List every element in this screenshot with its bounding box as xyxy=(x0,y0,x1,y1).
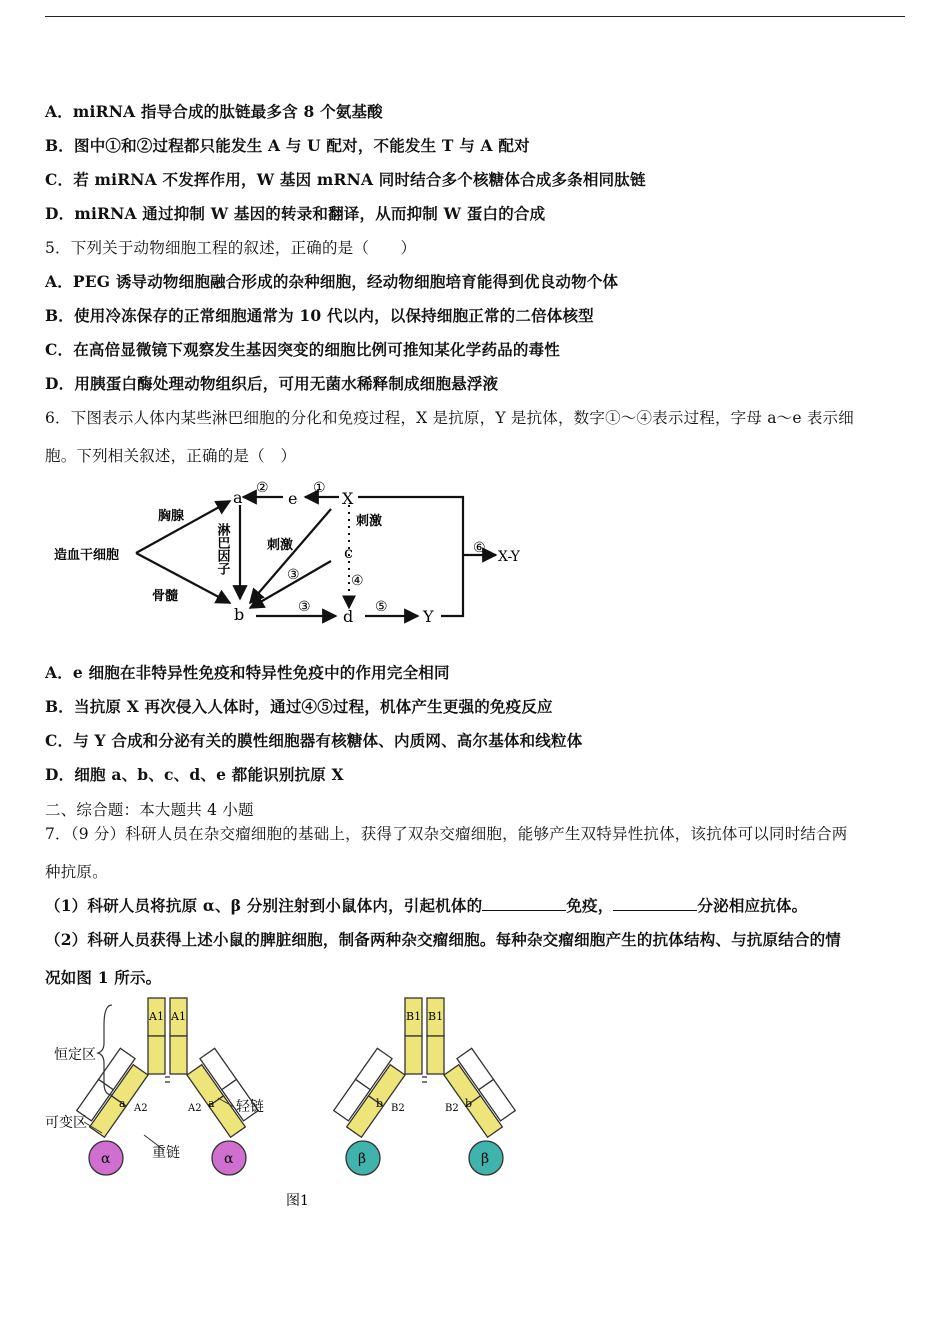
question-7-part2-cont: 况如图 1 所示。 xyxy=(45,968,162,987)
immune-diagram xyxy=(40,475,540,635)
part1-text-a: （1）科研人员将抗原 α、β 分别注射到小鼠体内，引起机体的 xyxy=(45,896,483,915)
option-6d: D．细胞 a、b、c、d、e 都能识别抗原 X xyxy=(45,765,344,784)
left-arm-label-2: A2 xyxy=(188,1103,202,1114)
step-3b: ③ xyxy=(298,599,311,615)
antibody-y: Y xyxy=(423,607,434,626)
antibody-figure xyxy=(40,995,520,1215)
antigen-alpha-1: α xyxy=(101,1151,111,1167)
question-6-cont: 胞。下列相关叙述，正确的是（ ） xyxy=(45,447,297,465)
answer-blank-2[interactable] xyxy=(613,896,697,911)
section-heading: 二、综合题：本大题共 4 小题 xyxy=(45,801,254,819)
option-5c: C．在高倍显微镜下观察发生基因突变的细胞比例可推知某化学药品的毒性 xyxy=(45,340,560,359)
step-4: ④ xyxy=(351,573,364,589)
left-stem-label-2: A1 xyxy=(171,1010,186,1023)
variable-region-label: 可变区 xyxy=(45,1115,87,1131)
right-stem-label-1: B1 xyxy=(406,1010,422,1023)
left-light-label-1: a xyxy=(119,1097,126,1110)
antigen-x: X xyxy=(342,489,354,508)
constant-region-label: 恒定区 xyxy=(54,1047,96,1063)
antigen-alpha-2: α xyxy=(224,1151,234,1167)
left-light-label-2: a xyxy=(208,1097,215,1110)
right-stem-label-2: B1 xyxy=(428,1010,444,1023)
result-xy: X-Y xyxy=(498,549,520,565)
bone-marrow-label: 骨髓 xyxy=(152,589,179,604)
thymus-label: 胸腺 xyxy=(158,509,185,524)
option-5a: A．PEG 诱导动物细胞融合形成的杂种细胞，经动物细胞培育能得到优良动物个体 xyxy=(45,272,619,291)
right-arm-label-2: B2 xyxy=(445,1103,459,1114)
stem-cell-label: 造血干细胞 xyxy=(54,548,120,563)
question-5: 5．下列关于动物细胞工程的叙述，正确的是（ ） xyxy=(45,239,417,257)
right-arm-label-1: B2 xyxy=(391,1103,405,1114)
heavy-chain-label: 重链 xyxy=(152,1145,180,1161)
stimulate-label-1: 刺激 xyxy=(267,538,294,553)
option-6c: C．与 Y 合成和分泌有关的膜性细胞器有核糖体、内质网、高尔基体和线粒体 xyxy=(45,731,583,750)
step-2: ② xyxy=(256,480,269,496)
left-stem-label-1: A1 xyxy=(149,1010,164,1023)
option-4c: C．若 miRNA 不发挥作用，W 基因 mRNA 同时结合多个核糖体合成多条相同肽链 xyxy=(45,170,646,189)
question-7-part1 xyxy=(45,896,807,916)
question-7-part2: （2）科研人员获得上述小鼠的脾脏细胞，制备两种杂交瘤细胞。每种杂交瘤细胞产生的抗体结构、与抗原结合的情 xyxy=(45,930,841,949)
question-7: 7．（9 分）科研人员在杂交瘤细胞的基础上，获得了双杂交瘤细胞，能够产生双特异性抗体，该抗体可以同时结合两 xyxy=(45,825,848,843)
figure-caption: 图1 xyxy=(286,1193,309,1209)
right-light-label-2: b xyxy=(465,1097,473,1110)
option-4b: B．图中①和②过程都只能发生 A 与 U 配对，不能发生 T 与 A 配对 xyxy=(45,136,530,155)
cell-a: a xyxy=(233,488,243,507)
stimulate-label-2: 刺激 xyxy=(356,514,383,529)
option-5d: D．用胰蛋白酶处理动物组织后，可用无菌水稀释制成细胞悬浮液 xyxy=(45,374,499,393)
question-6: 6．下图表示人体内某些淋巴细胞的分化和免疫过程，X 是抗原，Y 是抗体，数字①～④表示过程，字母 a～e 表示细 xyxy=(45,409,854,427)
step-1: ① xyxy=(313,480,326,496)
cell-e: e xyxy=(288,489,298,508)
header-rule xyxy=(45,16,905,17)
antigen-beta-1: β xyxy=(358,1151,367,1167)
option-6a: A．e 细胞在非特异性免疫和特异性免疫中的作用完全相同 xyxy=(45,663,450,682)
option-5b: B．使用冷冻保存的正常细胞通常为 10 代以内，以保持细胞正常的二倍体核型 xyxy=(45,306,594,325)
cell-d: d xyxy=(343,607,354,626)
option-6b: B．当抗原 X 再次侵入人体时，通过④⑤过程，机体产生更强的免疫反应 xyxy=(45,697,553,716)
lymphokine-label: 淋巴因子 xyxy=(214,523,230,575)
part1-text-c: 分泌相应抗体。 xyxy=(697,896,808,915)
option-4a: A．miRNA 指导合成的肽链最多含 8 个氨基酸 xyxy=(45,102,383,121)
answer-blank-1[interactable] xyxy=(482,896,566,911)
step-6: ⑥ xyxy=(473,540,486,556)
left-arm-label-1: A2 xyxy=(134,1103,148,1114)
cell-c: c xyxy=(344,543,353,562)
antigen-beta-2: β xyxy=(481,1151,490,1167)
step-5: ⑤ xyxy=(375,599,388,615)
option-4d: D．miRNA 通过抑制 W 基因的转录和翻译，从而抑制 W 蛋白的合成 xyxy=(45,204,546,223)
cell-b: b xyxy=(234,605,245,624)
right-light-label-1: b xyxy=(376,1097,384,1110)
question-7-cont: 种抗原。 xyxy=(45,863,108,881)
part1-text-b: 免疫， xyxy=(566,896,614,915)
step-3a: ③ xyxy=(287,567,300,583)
light-chain-label: 轻链 xyxy=(236,1099,264,1115)
